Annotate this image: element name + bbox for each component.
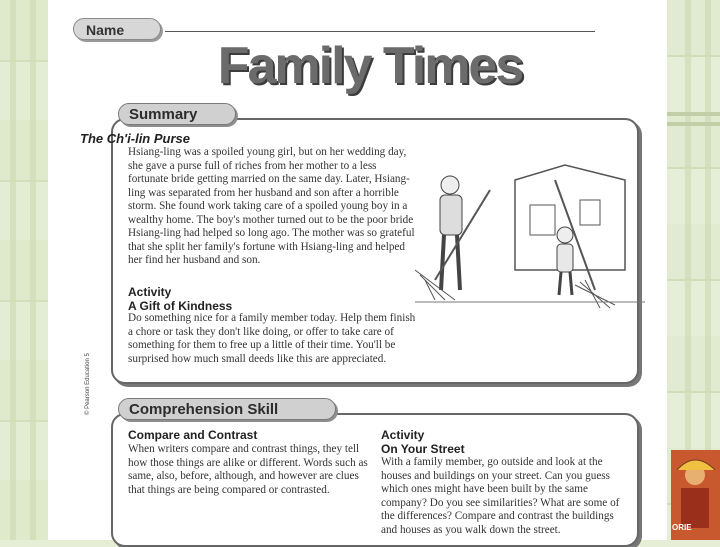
- story-summary-text: Hsiang-ling was a spoiled young girl, but on her wedding day, she gave a purse full of riches from her mother to a less fortunate bride getting married on the same day. Later, Hsiang-ling was separated from her husband and son after a horrible storm. She found work taking care of a spoiled young boy in a wealthy home. The boy's mother turned out to be the poor bride Hsiang-ling had helped so long ago. The mother was so grateful that she split her family's fortune with Hsiang-ling and helped her find her husband and son.: [128, 146, 415, 266]
- comprehension-activity-heading: Activity: [381, 428, 425, 442]
- summary-activity-text: Do something nice for a family member today. Help them finish a chore or task they don't like doing, or offer to take care of something for them to free up a little of their time. You'll be surprised how much small deeds like this are appreciated.: [128, 312, 416, 365]
- bamboo-stalk: [30, 0, 36, 540]
- comprehension-activity-text: With a family member, go outside and look at the houses and buildings on your street. Can you guess which ones might have been built by the same company? Do you see similarities? What are some of the differences? Compare and contrast the buildings and houses as you walk down the street.: [381, 456, 620, 536]
- page-title: Family Times: [217, 37, 523, 95]
- summary-activity-heading: Activity: [128, 285, 172, 299]
- name-write-line: [165, 31, 595, 32]
- thumbnail-label: ORIE: [672, 523, 692, 532]
- summary-activity-title: A Gift of Kindness: [128, 299, 233, 313]
- compare-contrast-text: When writers compare and contrast things, they tell how those things are alike or different. Words such as same, also, before, although, and however are clues that things are being compared or contrasted.: [128, 443, 368, 496]
- comprehension-tab: Comprehension Skill: [118, 398, 336, 420]
- name-label: Name: [73, 18, 161, 40]
- comprehension-activity-title: On Your Street: [381, 442, 465, 456]
- story-title: The Ch'i-lin Purse: [80, 131, 190, 146]
- decor-line: [667, 112, 720, 116]
- decor-line: [667, 122, 720, 126]
- compare-contrast-heading: Compare and Contrast: [128, 428, 258, 442]
- left-bamboo-background: [0, 0, 48, 540]
- bamboo-stalk: [10, 0, 16, 540]
- summary-tab: Summary: [118, 103, 236, 125]
- grandfather-child-raking-illustration: [415, 160, 645, 310]
- copyright-note: © Pearson Education 5: [85, 353, 91, 415]
